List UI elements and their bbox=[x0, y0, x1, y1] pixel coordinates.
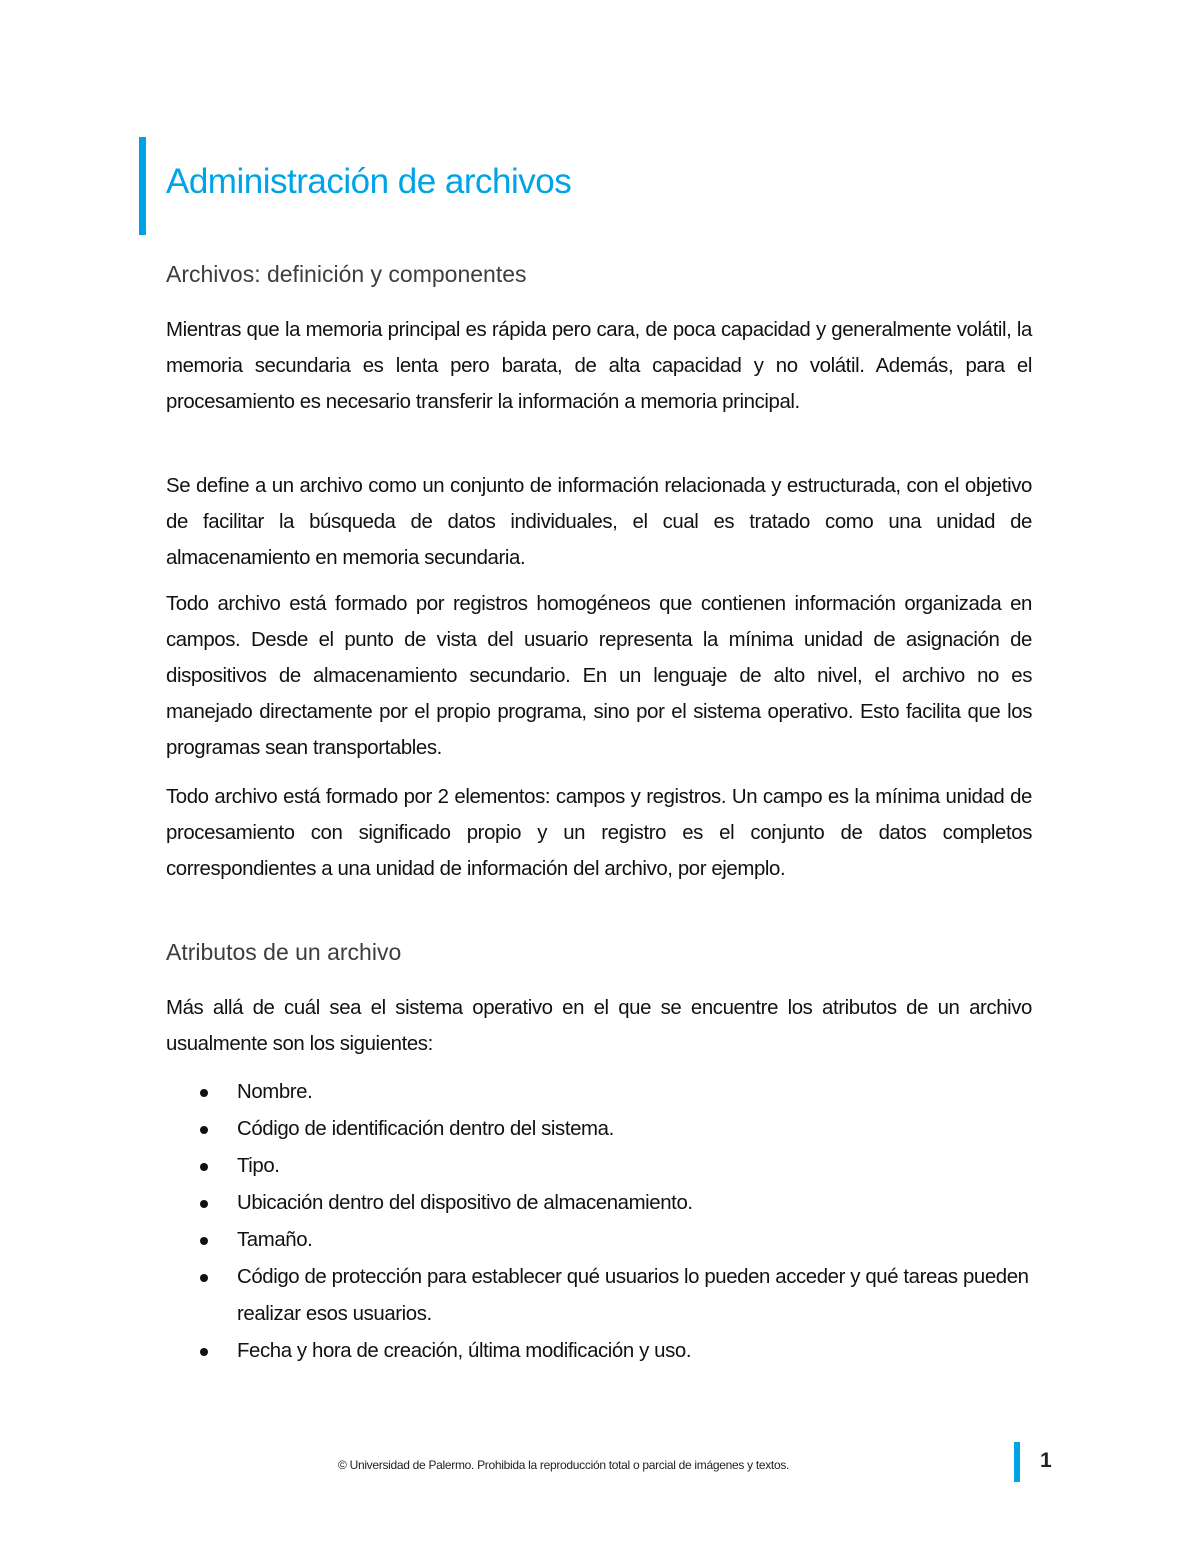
section-body-definition-2 bbox=[166, 468, 1032, 576]
list-item-text: Nombre. bbox=[237, 1081, 313, 1103]
footer-copyright: © Universidad de Palermo. Prohibida la reproducción total o parcial de imágenes y textos. bbox=[338, 1458, 790, 1472]
list-item bbox=[166, 1222, 1032, 1259]
list-item-text: Fecha y hora de creación, última modificación y uso. bbox=[237, 1340, 692, 1362]
bullet-icon bbox=[200, 1126, 208, 1134]
section-body-attributes bbox=[166, 990, 1032, 1062]
list-item-text: Tamaño. bbox=[237, 1229, 313, 1251]
bullet-icon bbox=[200, 1163, 208, 1171]
paragraph-4: Todo archivo está formado por 2 elementos: campos y registros. Un campo es la mínima unidad de procesamiento con significado propio y un registro es el conjunto de datos completos correspondientes a una unidad de información del archivo, por ejemplo. bbox=[166, 786, 1032, 880]
bullet-icon bbox=[200, 1274, 208, 1282]
section-body-definition-3 bbox=[166, 586, 1032, 766]
page-number: 1 bbox=[1040, 1449, 1052, 1472]
bullet-icon bbox=[200, 1348, 208, 1356]
list-item-text: Tipo. bbox=[237, 1155, 280, 1177]
attributes-intro: Más allá de cuál sea el sistema operativo en el que se encuentre los atributos de un archivo usualmente son los siguientes: bbox=[166, 997, 1032, 1055]
page-title: Administración de archivos bbox=[166, 162, 572, 201]
paragraph-2: Se define a un archivo como un conjunto de información relacionada y estructurada, con el objetivo de facilitar la búsqueda de datos individuales, el cual es tratado como una unidad de almacenamiento en memoria secundaria. bbox=[166, 475, 1032, 569]
section-body-definition bbox=[166, 312, 1032, 420]
bullet-icon bbox=[200, 1089, 208, 1097]
list-item bbox=[166, 1148, 1032, 1185]
section-heading-definition: Archivos: definición y componentes bbox=[166, 261, 527, 287]
list-item-text: Código de identificación dentro del sistema. bbox=[237, 1118, 614, 1140]
list-item bbox=[166, 1333, 1032, 1370]
paragraph-1: Mientras que la memoria principal es rápida pero cara, de poca capacidad y generalmente volátil, la memoria secundaria es lenta pero barata, de alta capacidad y no volátil. Además, para el procesamiento es necesario transferir la información a memoria principal. bbox=[166, 319, 1032, 413]
section-body-definition-4 bbox=[166, 779, 1032, 887]
list-item bbox=[166, 1185, 1032, 1222]
paragraph-3: Todo archivo está formado por registros homogéneos que contienen información organizada en campos. Desde el punto de vista del usuario representa la mínima unidad de asignación de dispositivos de almacenamiento secundario. En un lenguaje de alto nivel, el archivo no es manejado directamente por el propio programa, sino por el sistema operativo. Esto facilita que los programas sean transportables. bbox=[166, 593, 1032, 759]
list-item bbox=[166, 1111, 1032, 1148]
bullet-icon bbox=[200, 1200, 208, 1208]
list-item bbox=[166, 1259, 1032, 1333]
footer-accent-bar bbox=[1014, 1442, 1020, 1482]
title-accent-bar bbox=[139, 137, 146, 235]
list-item-text: Código de protección para establecer qué usuarios lo pueden acceder y qué tareas pueden realizar esos usuarios. bbox=[237, 1266, 1029, 1325]
bullet-icon bbox=[200, 1237, 208, 1245]
section-heading-attributes: Atributos de un archivo bbox=[166, 939, 402, 965]
attributes-list bbox=[166, 1074, 1032, 1370]
list-item-text: Ubicación dentro del dispositivo de almacenamiento. bbox=[237, 1192, 693, 1214]
list-item bbox=[166, 1074, 1032, 1111]
